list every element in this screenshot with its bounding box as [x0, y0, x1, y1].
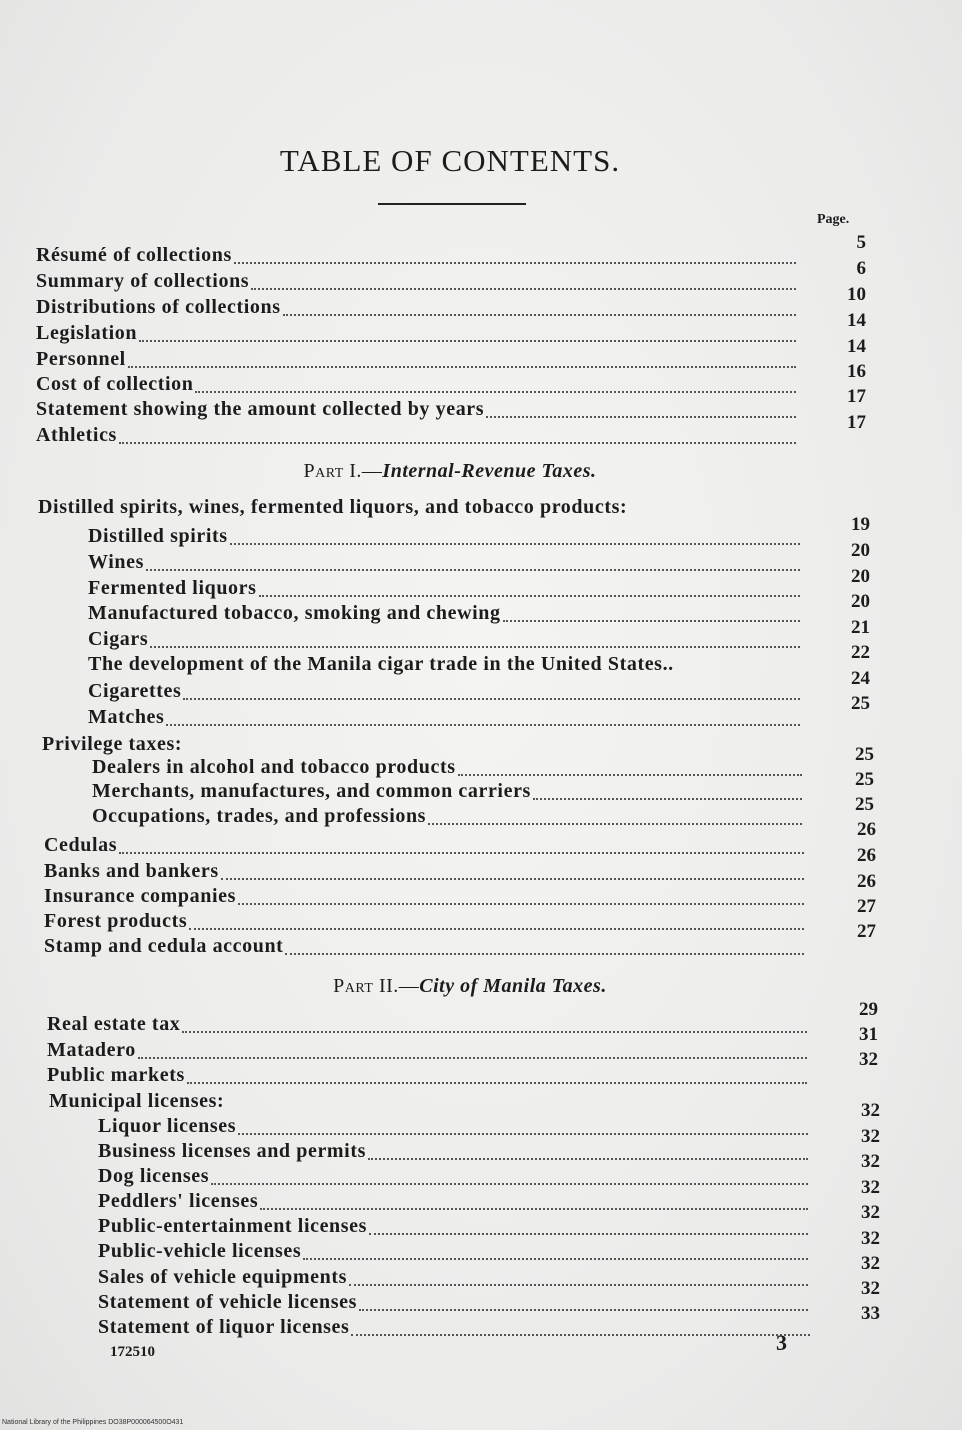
entry-label: Public markets: [47, 1064, 185, 1086]
group-label: Distilled spirits, wines, fermented liquors, and tobacco products:: [38, 496, 628, 518]
leader-dots: [150, 645, 800, 648]
credit-line: National Library of the Philippines DO38P000064500O431: [2, 1419, 184, 1426]
part-number: Part I.: [303, 460, 362, 482]
leader-dots: [221, 877, 804, 880]
entry-page: 14: [847, 336, 866, 357]
part-dash: —: [398, 975, 420, 997]
entry-page: 32: [861, 1253, 880, 1274]
toc-entry: [88, 602, 800, 628]
entry-page: 10: [847, 284, 866, 305]
leader-dots: [368, 1157, 808, 1160]
leader-dots: [503, 619, 800, 622]
toc-entry: [44, 885, 804, 911]
page-number: 3: [776, 1330, 787, 1355]
leader-dots: [283, 313, 796, 316]
entry-page: 14: [847, 310, 866, 331]
entry-label: Résumé of collections: [36, 244, 232, 266]
entry-page: 27: [857, 896, 876, 917]
entry-page: 24: [851, 668, 870, 689]
entry-page: 19: [851, 514, 870, 535]
entry-label: Forest products: [44, 910, 188, 932]
entry-label: Occupations, trades, and professions: [92, 805, 427, 827]
entry-page: 20: [851, 540, 870, 561]
leader-dots: [251, 287, 796, 290]
entry-label: The development of the Manila cigar trade in the United States..: [88, 653, 674, 675]
leader-dots: [349, 1283, 808, 1286]
entry-page: 17: [847, 386, 866, 407]
leader-dots: [458, 773, 802, 776]
title-rule: [378, 203, 526, 205]
part-title: Internal-Revenue Taxes.: [382, 460, 597, 482]
toc-entry: [44, 860, 804, 886]
page-title: TABLE OF CONTENTS.: [279, 143, 621, 178]
toc-entry: [36, 296, 796, 322]
leader-dots: [238, 902, 804, 905]
entry-page: 32: [861, 1228, 880, 1249]
entry-label: Athletics: [36, 424, 117, 446]
entry-page: 32: [861, 1177, 880, 1198]
entry-page: 32: [861, 1202, 880, 1223]
entry-page: 26: [857, 871, 876, 892]
entry-label: Cigars: [88, 628, 149, 650]
entry-label: Distilled spirits: [88, 525, 228, 547]
entry-page: 6: [856, 258, 866, 279]
toc-entry: [47, 1013, 807, 1039]
leader-dots: [187, 1081, 807, 1084]
toc-entry: [44, 834, 804, 860]
toc-entry: [88, 525, 800, 551]
leader-dots: [351, 1333, 810, 1336]
leader-dots: [139, 339, 796, 342]
entry-label: Distributions of collections: [36, 296, 281, 318]
toc-entry: [98, 1190, 808, 1216]
entry-label: Manufactured tobacco, smoking and chewing: [88, 602, 501, 624]
entry-label: Insurance companies: [44, 885, 236, 907]
entry-label: Dealers in alcohol and tobacco products: [92, 756, 456, 778]
leader-dots: [285, 952, 804, 955]
toc-entry: [44, 935, 804, 961]
entry-label: Fermented liquors: [88, 577, 257, 599]
entry-page: 20: [851, 566, 870, 587]
toc-entry: [36, 398, 796, 424]
entry-label: Personnel: [36, 348, 126, 370]
part-title: City of Manila Taxes.: [419, 975, 607, 997]
signature-mark: 172510: [110, 1344, 155, 1360]
entry-label: Public-vehicle licenses: [98, 1240, 302, 1262]
toc-entry: [98, 1316, 810, 1342]
toc-entry: [88, 706, 800, 732]
entry-label: Merchants, manufactures, and common carriers: [92, 780, 531, 802]
entry-label: Matadero: [47, 1039, 136, 1061]
part-heading: [0, 975, 920, 998]
toc-entry: [36, 373, 796, 399]
leader-dots: [234, 261, 796, 264]
toc-entry: [88, 628, 800, 654]
toc-entry: [92, 780, 802, 806]
entry-page: 5: [856, 232, 866, 253]
toc-entry: [36, 348, 796, 374]
toc-entry: [88, 680, 800, 706]
leader-dots: [146, 568, 800, 571]
entry-label: Summary of collections: [36, 270, 250, 292]
leader-dots: [138, 1056, 807, 1059]
leader-dots: [128, 365, 796, 368]
toc-entry: [47, 1039, 807, 1065]
group-label: Privilege taxes:: [42, 733, 183, 755]
entry-page: 25: [855, 744, 874, 765]
entry-page: 31: [859, 1024, 878, 1045]
toc-entry: [98, 1291, 808, 1317]
entry-page: 22: [851, 642, 870, 663]
entry-label: Wines: [88, 551, 144, 573]
toc-entry: [92, 805, 802, 831]
entry-page: 26: [857, 819, 876, 840]
entry-page: 33: [861, 1303, 880, 1324]
entry-label: Cost of collection: [36, 373, 194, 395]
entry-label: Banks and bankers: [44, 860, 219, 882]
toc-entry: [47, 1064, 807, 1090]
entry-label: Matches: [88, 706, 165, 728]
toc-entry: [36, 244, 796, 270]
entry-page: 21: [851, 617, 870, 638]
leader-dots: [195, 390, 796, 393]
entry-page: 32: [861, 1100, 880, 1121]
leader-dots: [369, 1232, 808, 1235]
entry-page: 32: [861, 1278, 880, 1299]
entry-page: 32: [861, 1126, 880, 1147]
entry-label: Real estate tax: [47, 1013, 181, 1035]
leader-dots: [303, 1257, 808, 1260]
toc-entry: [98, 1115, 808, 1141]
toc-entry: [98, 1215, 808, 1241]
entry-page: 25: [855, 794, 874, 815]
leader-dots: [183, 697, 800, 700]
entry-label: Liquor licenses: [98, 1115, 237, 1137]
toc-entry: [88, 551, 800, 577]
leader-dots: [182, 1030, 807, 1033]
leader-dots: [238, 1132, 808, 1135]
leader-dots: [260, 1207, 808, 1210]
leader-dots: [259, 594, 800, 597]
group-label: Municipal licenses:: [49, 1090, 225, 1112]
entry-page: 26: [857, 845, 876, 866]
entry-page: 29: [859, 999, 878, 1020]
page-column-label: Page.: [817, 212, 850, 227]
entry-label: Cedulas: [44, 834, 118, 856]
entry-page: 27: [857, 921, 876, 942]
toc-entry: [36, 322, 796, 348]
entry-label: Statement of liquor licenses: [98, 1316, 350, 1338]
part-number: Part II.: [333, 975, 399, 997]
entry-page: 25: [851, 693, 870, 714]
entry-page: 20: [851, 591, 870, 612]
entry-page: 16: [847, 361, 866, 382]
entry-label: Cigarettes: [88, 680, 182, 702]
entry-label: Statement showing the amount collected by years: [36, 398, 485, 420]
entry-label: Stamp and cedula account: [44, 935, 284, 957]
toc-entry: [44, 910, 804, 936]
leader-dots: [230, 542, 800, 545]
leader-dots: [486, 415, 796, 418]
entry-label: Legislation: [36, 322, 138, 344]
toc-entry: [88, 577, 800, 603]
leader-dots: [428, 822, 802, 825]
leader-dots: [119, 851, 804, 854]
entry-page: 32: [859, 1049, 878, 1070]
entry-page: 25: [855, 769, 874, 790]
toc-entry: [36, 424, 796, 450]
entry-label: Peddlers' licenses: [98, 1190, 259, 1212]
toc-entry: [98, 1240, 808, 1266]
entry-page: 32: [861, 1151, 880, 1172]
toc-entry: [98, 1140, 808, 1166]
entry-label: Dog licenses: [98, 1165, 210, 1187]
entry-label: Statement of vehicle licenses: [98, 1291, 358, 1313]
entry-page: 17: [847, 412, 866, 433]
toc-entry: [92, 756, 802, 782]
toc-entry: [36, 270, 796, 296]
part-heading: [0, 460, 900, 483]
toc-entry: [88, 653, 800, 679]
part-dash: —: [361, 460, 383, 482]
entry-label: Public-entertainment licenses: [98, 1215, 368, 1237]
leader-dots: [166, 723, 800, 726]
leader-dots: [119, 441, 796, 444]
leader-dots: [533, 797, 802, 800]
leader-dots: [211, 1182, 808, 1185]
entry-label: Business licenses and permits: [98, 1140, 366, 1162]
leader-dots: [359, 1308, 808, 1311]
toc-entry: [98, 1266, 808, 1292]
toc-entry: [98, 1165, 808, 1191]
leader-dots: [189, 927, 804, 930]
entry-label: Sales of vehicle equipments: [98, 1266, 347, 1288]
